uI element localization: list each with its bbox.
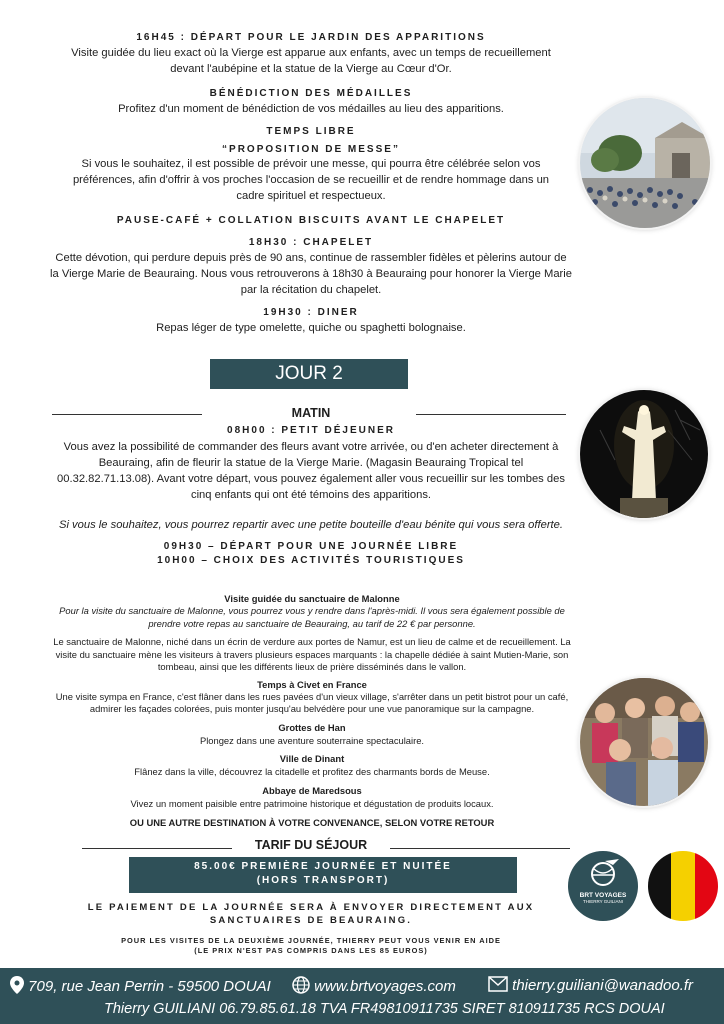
heading-messe: “PROPOSITION DE MESSE” [222,144,400,155]
activity-malonne-title: Visite guidée du sanctuaire de Malonne [224,593,400,604]
virgin-statue-photo [580,390,708,518]
activity-dinant-title: Ville de Dinant [279,753,345,764]
text-benediction: Profitez d'un moment de bénédiction de vos médailles au lieu des apparitions. [118,103,504,115]
activity-han-title: Grottes de Han [278,721,346,733]
heading-pause: PAUSE-CAFÉ + COLLATION BISCUITS AVANT LE CHAPELET [116,215,506,226]
heading-depart: 09H30 – DÉPART POUR UNE JOURNÉE LIBRE [163,541,459,552]
sanctuary-photo [580,98,710,228]
price-box [129,857,517,893]
belgium-flag-icon [648,851,718,921]
text-petit-dejeuner: Vous avez la possibilité de commander des fleurs avant votre arrivée, ou d'en acheter directement à Beauraing, afin de fleurir la statue de la Vierge Marie. (Magasin Beauraing Tropical tel 00.32.82.71.13.08). Avant votre départ, vous pouvez également aller vous recueillir sur les tombes des cinq enfants qui ont été témoins des apparitions. [57,441,565,501]
activity-other: OU UNE AUTRE DESTINATION À VOTRE CONVENANCE, SELON VOTRE RETOUR [129,817,495,828]
heading-temps-libre: TEMPS LIBRE [266,126,356,137]
price-line-1: 85.00€ PREMIÈRE JOURNÉE ET NUITÉE [194,861,452,872]
activity-maredsous-title: Abbaye de Maredsous [262,784,362,796]
day2-banner: JOUR 2 [210,359,408,389]
day2-section [50,406,572,566]
email-link[interactable]: thierry.guiliani@wanadoo.fr [512,977,694,994]
envelope-icon [488,976,508,992]
flag-red-stripe [695,851,718,921]
payment-note-line-2: SANCTUAIRES DE BEAURAING. [209,914,413,926]
location-pin-icon [10,976,24,994]
globe-icon [292,976,310,994]
heading-diner: 19H30 : DINER [263,307,359,318]
activity-civet-title: Temps à Civet en France [257,678,367,690]
heading-matin: MATIN [291,406,331,420]
brt-voyages-logo [568,851,638,921]
footer-address [10,976,271,995]
footer-email[interactable] [488,976,693,994]
tarif-divider-right [390,848,570,849]
activity-civet-desc: Une visite sympa en France, c'est flâner dans les rues pavées d'un vieux village, s'arrêter dans un petit bistrot pour un café, admirer les façades colorées, puis monter jusqu'au belvédère pour une vue panoramique sur la campagne. [55,690,569,714]
text-messe: Si vous le souhaitez, il est possible de prévoir une messe, qui pourra être célébrée selon vos préférences, afin d'offrir à vos proches l'occasion de se recueillir et de rendre hommage dans un cadre spirituel et respectueux. [72,158,550,202]
flag-black-stripe [648,851,671,921]
activity-maredsous-desc: Vivez un moment paisible entre patrimoine historique et dégustation de produits locaux. [130,797,494,809]
heading-petit-dejeuner: 08H00 : PETIT DÉJEUNER [227,425,395,436]
help-note [50,936,572,956]
website-link[interactable]: www.brtvoyages.com [314,978,456,995]
activity-dinant-desc: Flânez dans la ville, découvrez la citadelle et profitez des charmants bords de Meuse. [134,766,490,777]
payment-note [50,902,572,927]
heading-benediction: BÉNÉDICTION DES MÉDAILLES [209,88,413,99]
address-text: 709, rue Jean Perrin - 59500 DOUAI [28,978,271,995]
activity-malonne-note: Pour la visite du sanctuaire de Malonne, vous pourrez vous y rendre dans l'après-midi. Il vous sera également possible de prendre votre repas au sanctuaire de Beauraing, au tarif de 22 € par personne. [59,605,565,629]
price-line-2: (HORS TRANSPORT) [256,875,390,886]
globe-plane-icon [583,857,623,887]
payment-note-line-1: LE PAIEMENT DE LA JOURNÉE SERA À ENVOYER DIRECTEMENT AUX [87,902,535,913]
logo-sub: THIERRY GUILIANI [582,899,624,904]
help-note-line-2: (LE PRIX N'EST PAS COMPRIS DANS LES 85 EUROS) [194,946,428,955]
activity-han-desc: Plongez dans une aventure souterraine spectaculaire. [199,734,425,746]
tarif-title: TARIF DU SÉJOUR [254,838,368,852]
text-jardin: Visite guidée du lieu exact où la Vierge est apparue aux enfants, avec un temps de recueillement devant l'aubépine et la statue de la Vierge au Cœur d'Or. [71,47,551,75]
heading-jardin: 16H45 : DÉPART POUR LE JARDIN DES APPARITIONS [136,32,486,43]
text-eau-benite: Si vous le souhaitez, vous pourrez repartir avec une petite bouteille d'eau bénite qui vous sera offerte. [58,519,563,531]
logo-name: BRT VOYAGES [579,892,627,899]
activities-list [48,593,576,828]
activity-malonne-desc: Le sanctuaire de Malonne, niché dans un écrin de verdure aux portes de Namur, est un lieu de calme et de recueillement. La visite du sanctuaire mène les visiteurs à travers plusieurs espaces marquants : la chapelle dédiée à saint Mutien-Marie, son tombeau, ainsi que les différents lieux de prière disséminés dans le vallon. [53,636,571,672]
footer [0,968,724,1024]
group-photo [580,678,708,806]
day1-section [50,32,572,336]
footer-legal: Thierry GUILIANI 06.79.85.61.18 TVA FR49810911735 SIRET 810911735 RCS DOUAI [104,1001,665,1017]
text-chapelet: Cette dévotion, qui perdure depuis près de 90 ans, continue de rassembler fidèles et pèlerins autour de la Vierge Marie de Beauraing. Nous vous retrouverons à 18h30 à Beauraing pour honorer la Vierge Marie par la récitation du chapelet. [50,252,572,296]
help-note-line-1: POUR LES VISITES DE LA DEUXIÈME JOURNÉE, THIERRY PEUT VOUS VENIR EN AIDE [121,936,501,945]
text-diner: Repas léger de type omelette, quiche ou spaghetti bolognaise. [156,322,466,334]
flag-yellow-stripe [671,851,694,921]
heading-chapelet: 18H30 : CHAPELET [248,237,374,248]
footer-website[interactable] [292,976,456,995]
tarif-divider-left [82,848,232,849]
heading-choix: 10H00 – CHOIX DES ACTIVITÉS TOURISTIQUES [157,555,465,566]
